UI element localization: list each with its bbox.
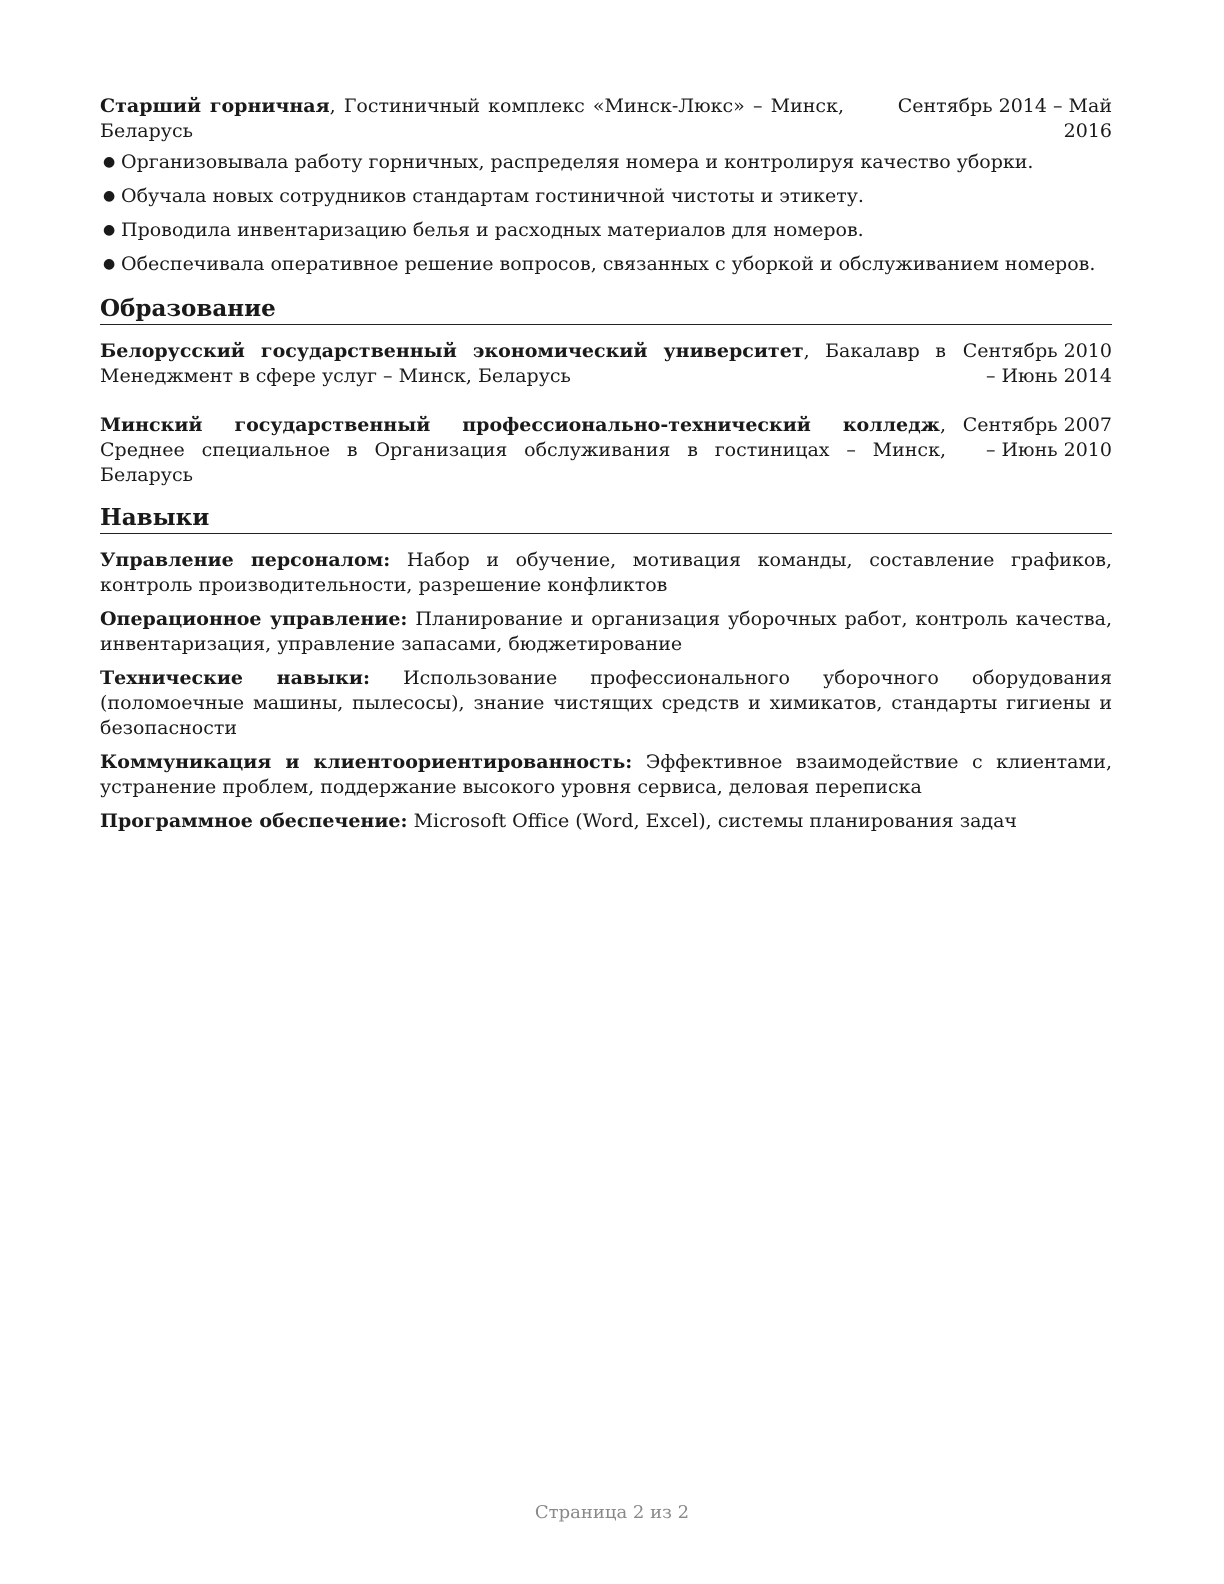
education-entry: [100, 339, 1112, 389]
education-entry: [100, 413, 1112, 488]
skill-label: Коммуникация и клиентоориентированность:: [100, 751, 633, 773]
education-header: [100, 339, 946, 389]
skill-item: [100, 607, 1112, 657]
education-header: [100, 413, 946, 488]
skill-text: Планирование и организация уборочных работ, контроль качества, инвентаризация, управление запасами, бюджетирование: [100, 608, 1112, 655]
skill-label: Управление персоналом:: [100, 549, 391, 571]
list-item: ● Организовывала работу горничных, распределяя номера и контролируя качество уборки.: [103, 151, 1034, 173]
education-section-title: Образование: [100, 295, 1112, 325]
skill-label: Программное обеспечение:: [100, 810, 408, 832]
resume-page: [100, 94, 1112, 843]
bullet-icon: ●: [103, 154, 116, 170]
job-dates: Сентябрь 2014 – Май 2016: [897, 95, 1112, 142]
skill-text: Использование профессионального уборочного оборудования (поломоечные машины, пылесосы), знание чистящих средств и химикатов, стандарты гигиены и безопасности: [100, 667, 1112, 739]
education-institution: Минский государственный профессионально-технический колледж: [100, 414, 940, 436]
skill-label: Технические навыки:: [100, 667, 370, 689]
list-item: ● Обеспечивала оперативное решение вопросов, связанных с уборкой и обслуживанием номеров.: [103, 253, 1096, 275]
skill-item: [100, 666, 1112, 741]
education-dates: Сентябрь 2007 – Июнь 2010: [962, 414, 1112, 461]
list-item: ● Проводила инвентаризацию белья и расходных материалов для номеров.: [103, 219, 864, 241]
job-bullets: [100, 150, 1112, 277]
skill-text: Набор и обучение, мотивация команды, составление графиков, контроль производительности, разрешение конфликтов: [100, 549, 1112, 596]
skill-item: [100, 750, 1112, 800]
skill-item: [100, 809, 1112, 834]
skill-label: Операционное управление:: [100, 608, 408, 630]
skill-text: Microsoft Office (Word, Excel), системы планирования задач: [407, 810, 1017, 832]
education-details: , Бакалавр в Менеджмент в сфере услуг – Минск, Беларусь: [100, 340, 946, 387]
job-header: [100, 94, 844, 144]
bullet-icon: ●: [103, 256, 116, 272]
education-details: , Среднее специальное в Организация обслуживания в гостиницах – Минск, Беларусь: [100, 414, 946, 486]
job-entry: [100, 94, 1112, 144]
skills-section-title: Навыки: [100, 504, 1112, 534]
bullet-icon: ●: [103, 188, 116, 204]
skill-item: [100, 548, 1112, 598]
job-title: Старший горничная: [100, 95, 330, 117]
job-company: , Гостиничный комплекс «Минск-Люкс» – Минск, Беларусь: [100, 95, 844, 142]
skill-text: Эффективное взаимодействие с клиентами, устранение проблем, поддержание высокого уровня сервиса, деловая переписка: [100, 751, 1112, 798]
page-number: Страница 2 из 2: [534, 1502, 690, 1523]
education-dates: Сентябрь 2010 – Июнь 2014: [962, 340, 1112, 387]
list-item: ● Обучала новых сотрудников стандартам гостиничной чистоты и этикету.: [103, 185, 864, 207]
education-institution: Белорусский государственный экономический университет: [100, 340, 804, 362]
bullet-icon: ●: [103, 222, 116, 238]
